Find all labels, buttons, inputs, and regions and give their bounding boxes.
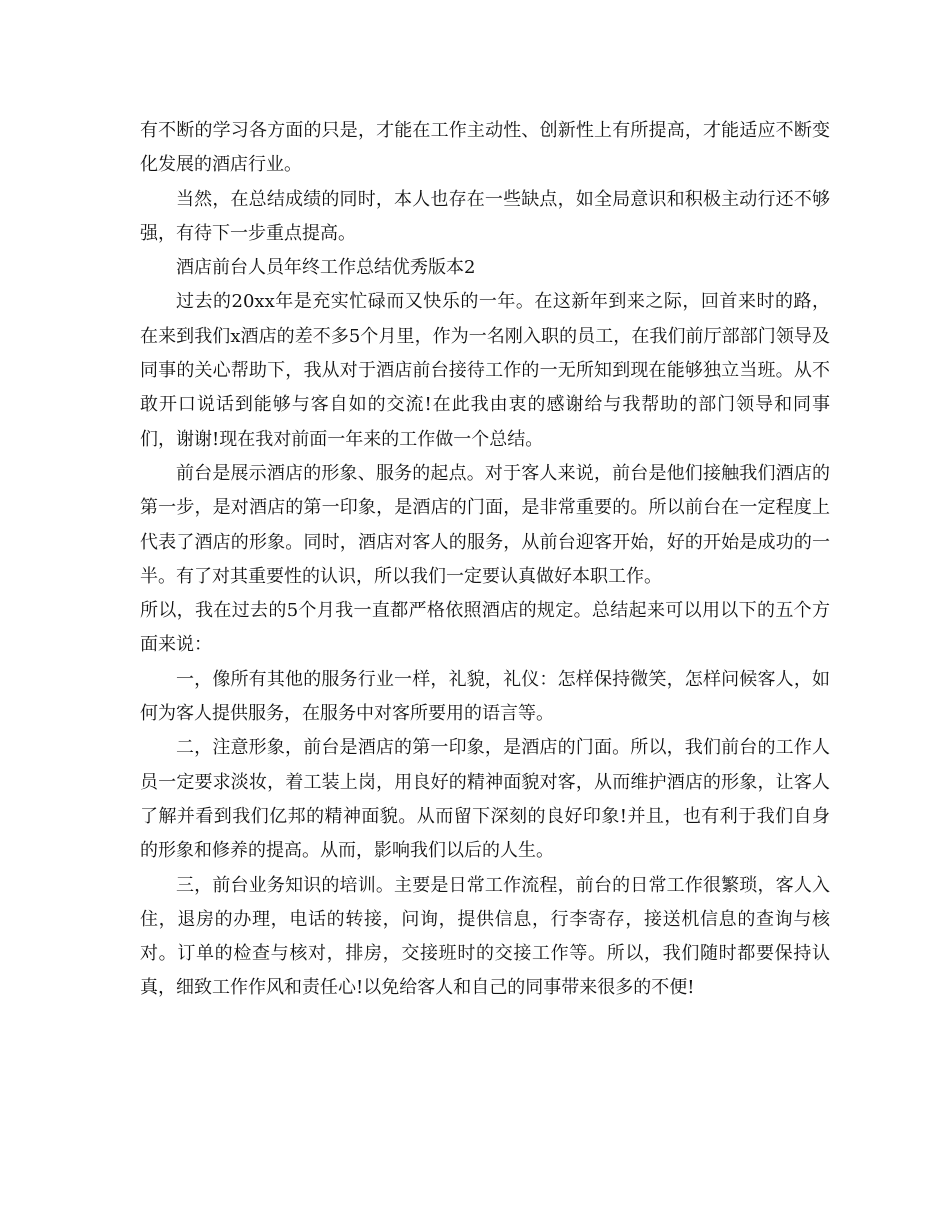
paragraph-3: 过去的20xx年是充实忙碌而又快乐的一年。在这新年到来之际，回首来时的路，在来到我们x酒店的差不多5个月里，作为一名刚入职的员工，在我们前厅部部门领导及同事的关心帮助下，我从对于酒店前台接待工作的一无所知到现在能够独立当班。从不敢开口说话到能够与客自如的交流!在此我由衷的感谢给与我帮助的部门领导和同事们，谢谢!现在我对前面一年来的工作做一个总结。	[140, 291, 830, 450]
paragraph-2: 当然，在总结成绩的同时，本人也存在一些缺点，如全局意识和积极主动行还不够强，有待下一步重点提高。	[140, 188, 830, 244]
paragraph-7: 二，注意形象，前台是酒店的第一印象，是酒店的门面。所以，我们前台的工作人员一定要求淡妆，着工装上岗，用良好的精神面貌对客，从而维护酒店的形象，让客人了解并看到我们亿邦的精神面貌。从而留下深刻的良好印象!并且，也有利于我们自身的形象和修养的提高。从而，影响我们以后的人生。	[140, 737, 830, 862]
document-body	[140, 114, 830, 1006]
paragraph-4: 前台是展示酒店的形象、服务的起点。对于客人来说，前台是他们接触我们酒店的第一步，是对酒店的第一印象，是酒店的门面，是非常重要的。所以前台在一定程度上代表了酒店的形象。同时，酒店对客人的服务，从前台迎客开始，好的开始是成功的一半。有了对其重要性的认识，所以我们一定要认真做好本职工作。	[140, 462, 830, 587]
paragraph-6: 一，像所有其他的服务行业一样，礼貌，礼仪：怎样保持微笑，怎样问候客人，如何为客人提供服务，在服务中对客所要用的语言等。	[140, 668, 830, 725]
paragraph-1: 有不断的学习各方面的只是，才能在工作主动性、创新性上有所提高，才能适应不断变化发展的酒店行业。	[140, 120, 830, 176]
paragraph-8: 三，前台业务知识的培训。主要是日常工作流程，前台的日常工作很繁琐，客人入住，退房的办理，电话的转接，问询，提供信息，行李寄存，接送机信息的查询与核对。订单的检查与核对，排房，交接班时的交接工作等。所以，我们随时都要保持认真，细致工作作风和责任心!以免给客人和自己的同事带来很多的不便!	[140, 874, 830, 999]
section-heading: 酒店前台人员年终工作总结优秀版本2	[176, 257, 476, 279]
paragraph-5: 所以，我在过去的5个月我一直都严格依照酒店的规定。总结起来可以用以下的五个方面来说：	[140, 600, 830, 656]
